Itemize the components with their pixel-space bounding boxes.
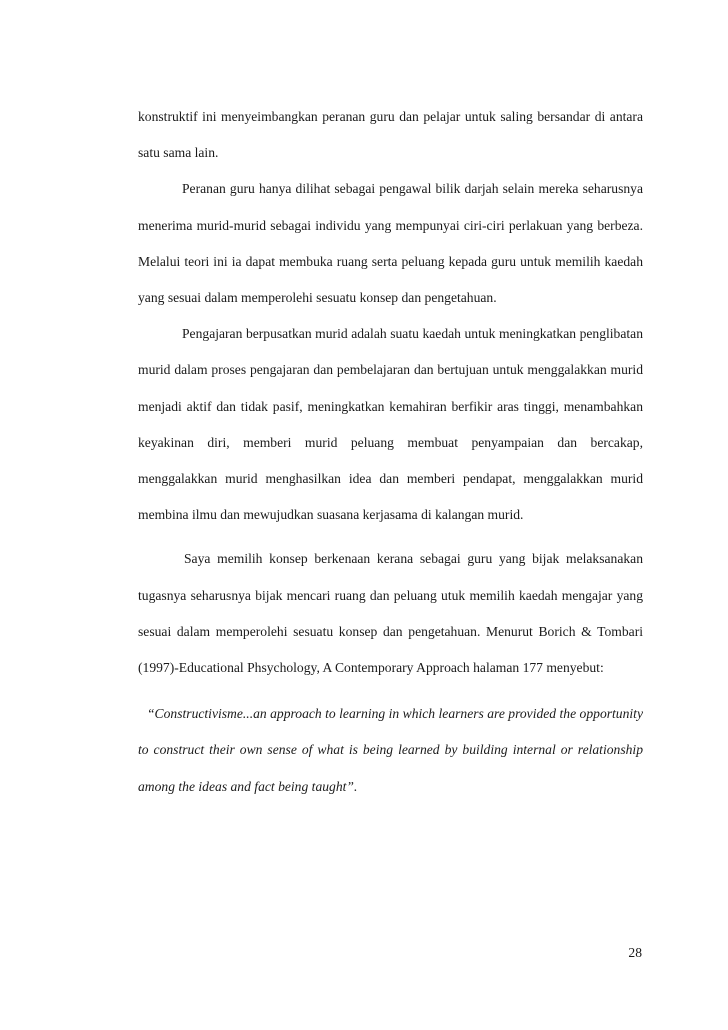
block-quote: “Constructivisme...an approach to learning in which learners are provided the opportunity to construct their own sense of what is being learned by building internal or relationship among the ideas and fact being taught”. [138, 706, 643, 794]
paragraph-saya-memilih-konsep: Saya memilih konsep berkenaan kerana sebagai guru yang bijak melaksanakan tugasnya seharusnya bijak mencari ruang dan peluang utuk memilih kaedah mengajar yang sesuai dalam memperolehi sesuatu konsep dan pengetahuan. Menurut Borich & Tombari (1997)-Educational Phsychology, A Contemporary Approach halaman 177 menyebut: [138, 551, 643, 676]
body-text [138, 99, 643, 805]
paragraph-continuation: konstruktif ini menyeimbangkan peranan guru dan pelajar untuk saling bersandar di antara satu sama lain. [138, 109, 643, 161]
paragraph-pengajaran-berpusatkan-murid: Pengajaran berpusatkan murid adalah suatu kaedah untuk meningkatkan penglibatan murid dalam proses pengajaran dan pembelajaran dan bertujuan untuk menggalakkan murid menjadi aktif dan tidak pasif, meningkatkan kemahiran berfikir aras tinggi, menambahkan keyakinan diri, memberi murid peluang membuat penyampaian dan bercakap, menggalakkan murid menghasilkan idea dan memberi pendapat, menggalakkan murid membina ilmu dan mewujudkan suasana kerjasama di kalangan murid. [138, 326, 643, 523]
paragraph-peranan-guru: Peranan guru hanya dilihat sebagai pengawal bilik darjah selain mereka seharusnya menerima murid-murid sebagai individu yang mempunyai ciri-ciri perlakuan yang berbeza. Melalui teori ini ia dapat membuka ruang serta peluang kepada guru untuk memilih kaedah yang sesuai dalam memperolehi sesuatu konsep dan pengetahuan. [138, 181, 643, 306]
page-number: 28 [628, 945, 642, 960]
